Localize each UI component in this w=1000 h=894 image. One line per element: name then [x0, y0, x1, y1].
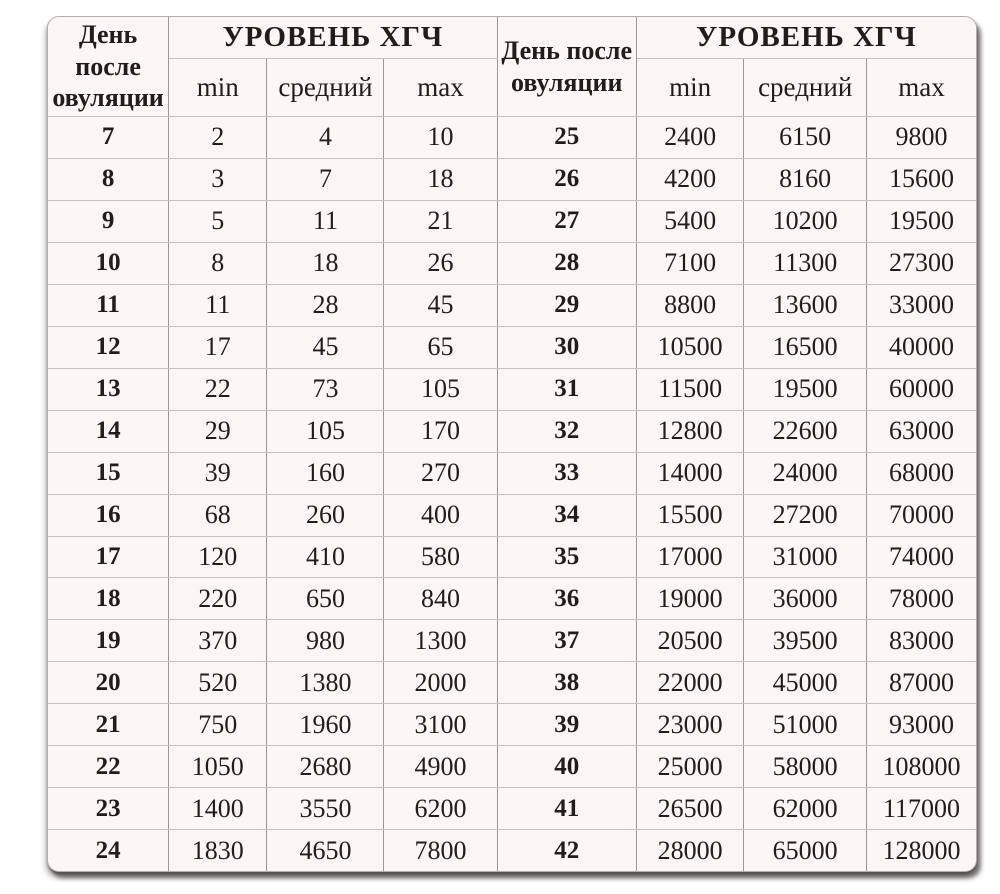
avg-value-cell: 28: [267, 284, 384, 326]
day-cell: 9: [48, 200, 169, 242]
day-cell: 11: [48, 284, 169, 326]
avg-value-cell: 4650: [267, 830, 384, 871]
min-value-cell: 10500: [636, 326, 744, 368]
max-value-cell: 68000: [866, 452, 976, 494]
max-value-cell: 580: [384, 536, 497, 578]
min-value-cell: 750: [169, 704, 267, 746]
min-value-cell: 370: [169, 620, 267, 662]
table-row: [48, 662, 976, 704]
day-cell: 17: [48, 536, 169, 578]
max-value-cell: 6200: [384, 788, 497, 830]
avg-column-header-left: средний: [267, 59, 384, 117]
table-row: [48, 830, 976, 871]
max-value-cell: 7800: [384, 830, 497, 871]
day-cell: 26: [497, 158, 636, 200]
min-value-cell: 22000: [636, 662, 744, 704]
min-value-cell: 68: [169, 494, 267, 536]
avg-value-cell: 24000: [744, 452, 866, 494]
avg-column-header-right: средний: [744, 59, 866, 117]
avg-value-cell: 13600: [744, 284, 866, 326]
table-row: [48, 242, 976, 284]
min-value-cell: 3: [169, 158, 267, 200]
max-value-cell: 40000: [866, 326, 976, 368]
day-cell: 38: [497, 662, 636, 704]
day-cell: 35: [497, 536, 636, 578]
max-value-cell: 93000: [866, 704, 976, 746]
max-value-cell: 70000: [866, 494, 976, 536]
avg-value-cell: 27200: [744, 494, 866, 536]
max-value-cell: 15600: [866, 158, 976, 200]
hcg-table-card: [47, 16, 977, 872]
avg-value-cell: 73: [267, 368, 384, 410]
min-value-cell: 29: [169, 410, 267, 452]
day-cell: 41: [497, 788, 636, 830]
table-row: [48, 578, 976, 620]
max-value-cell: 270: [384, 452, 497, 494]
min-value-cell: 19000: [636, 578, 744, 620]
hcg-table-body: [48, 117, 976, 872]
max-value-cell: 63000: [866, 410, 976, 452]
avg-value-cell: 260: [267, 494, 384, 536]
day-cell: 16: [48, 494, 169, 536]
min-value-cell: 4200: [636, 158, 744, 200]
day-cell: 21: [48, 704, 169, 746]
day-cell: 14: [48, 410, 169, 452]
min-value-cell: 12800: [636, 410, 744, 452]
max-value-cell: 74000: [866, 536, 976, 578]
avg-value-cell: 7: [267, 158, 384, 200]
day-cell: 42: [497, 830, 636, 871]
avg-value-cell: 11: [267, 200, 384, 242]
avg-value-cell: 45000: [744, 662, 866, 704]
max-value-cell: 3100: [384, 704, 497, 746]
day-cell: 7: [48, 117, 169, 159]
avg-value-cell: 1380: [267, 662, 384, 704]
max-value-cell: 105: [384, 368, 497, 410]
min-value-cell: 5400: [636, 200, 744, 242]
avg-value-cell: 45: [267, 326, 384, 368]
avg-value-cell: 160: [267, 452, 384, 494]
avg-value-cell: 22600: [744, 410, 866, 452]
max-value-cell: 1300: [384, 620, 497, 662]
table-row: [48, 117, 976, 159]
max-value-cell: 840: [384, 578, 497, 620]
table-row: [48, 620, 976, 662]
min-value-cell: 5: [169, 200, 267, 242]
min-column-header-right: min: [636, 59, 744, 117]
avg-value-cell: 11300: [744, 242, 866, 284]
max-value-cell: 21: [384, 200, 497, 242]
min-value-cell: 1830: [169, 830, 267, 871]
day-cell: 37: [497, 620, 636, 662]
avg-value-cell: 18: [267, 242, 384, 284]
day-cell: 8: [48, 158, 169, 200]
day-cell: 24: [48, 830, 169, 871]
avg-value-cell: 31000: [744, 536, 866, 578]
max-value-cell: 87000: [866, 662, 976, 704]
day-cell: 30: [497, 326, 636, 368]
avg-value-cell: 980: [267, 620, 384, 662]
table-row: [48, 284, 976, 326]
max-column-header-right: max: [866, 59, 976, 117]
avg-value-cell: 62000: [744, 788, 866, 830]
max-value-cell: 18: [384, 158, 497, 200]
avg-value-cell: 410: [267, 536, 384, 578]
day-cell: 33: [497, 452, 636, 494]
table-row: [48, 452, 976, 494]
day-cell: 34: [497, 494, 636, 536]
avg-value-cell: 6150: [744, 117, 866, 159]
header-row-top: [48, 17, 976, 59]
avg-value-cell: 51000: [744, 704, 866, 746]
table-row: [48, 494, 976, 536]
day-cell: 20: [48, 662, 169, 704]
day-cell: 36: [497, 578, 636, 620]
max-value-cell: 10: [384, 117, 497, 159]
max-value-cell: 60000: [866, 368, 976, 410]
max-value-cell: 170: [384, 410, 497, 452]
max-value-cell: 2000: [384, 662, 497, 704]
table-row: [48, 410, 976, 452]
max-value-cell: 128000: [866, 830, 976, 871]
min-value-cell: 23000: [636, 704, 744, 746]
min-value-cell: 14000: [636, 452, 744, 494]
day-cell: 12: [48, 326, 169, 368]
hcg-level-header-left: УРОВЕНЬ ХГЧ: [169, 17, 497, 59]
day-cell: 40: [497, 746, 636, 788]
day-cell: 15: [48, 452, 169, 494]
avg-value-cell: 105: [267, 410, 384, 452]
avg-value-cell: 36000: [744, 578, 866, 620]
day-after-ovulation-header-right: День после овуляции: [497, 17, 636, 117]
day-cell: 39: [497, 704, 636, 746]
table-row: [48, 158, 976, 200]
day-cell: 22: [48, 746, 169, 788]
avg-value-cell: 8160: [744, 158, 866, 200]
day-cell: 29: [497, 284, 636, 326]
avg-value-cell: 650: [267, 578, 384, 620]
min-value-cell: 2: [169, 117, 267, 159]
min-value-cell: 1050: [169, 746, 267, 788]
day-cell: 28: [497, 242, 636, 284]
avg-value-cell: 58000: [744, 746, 866, 788]
min-value-cell: 22: [169, 368, 267, 410]
avg-value-cell: 1960: [267, 704, 384, 746]
min-value-cell: 520: [169, 662, 267, 704]
min-value-cell: 8: [169, 242, 267, 284]
day-cell: 13: [48, 368, 169, 410]
max-value-cell: 78000: [866, 578, 976, 620]
min-value-cell: 28000: [636, 830, 744, 871]
avg-value-cell: 39500: [744, 620, 866, 662]
avg-value-cell: 2680: [267, 746, 384, 788]
min-value-cell: 11500: [636, 368, 744, 410]
table-row: [48, 536, 976, 578]
max-value-cell: 4900: [384, 746, 497, 788]
day-cell: 18: [48, 578, 169, 620]
max-value-cell: 65: [384, 326, 497, 368]
min-value-cell: 1400: [169, 788, 267, 830]
min-value-cell: 15500: [636, 494, 744, 536]
table-row: [48, 704, 976, 746]
table-row: [48, 368, 976, 410]
min-value-cell: 220: [169, 578, 267, 620]
avg-value-cell: 19500: [744, 368, 866, 410]
table-row: [48, 200, 976, 242]
hcg-level-table: [48, 17, 976, 871]
max-value-cell: 400: [384, 494, 497, 536]
day-cell: 10: [48, 242, 169, 284]
min-value-cell: 120: [169, 536, 267, 578]
avg-value-cell: 3550: [267, 788, 384, 830]
max-value-cell: 19500: [866, 200, 976, 242]
day-after-ovulation-header-left: День после овуляции: [48, 17, 169, 117]
max-value-cell: 83000: [866, 620, 976, 662]
min-value-cell: 11: [169, 284, 267, 326]
hcg-level-header-right: УРОВЕНЬ ХГЧ: [636, 17, 976, 59]
max-value-cell: 45: [384, 284, 497, 326]
day-cell: 25: [497, 117, 636, 159]
max-value-cell: 27300: [866, 242, 976, 284]
max-value-cell: 117000: [866, 788, 976, 830]
max-value-cell: 9800: [866, 117, 976, 159]
avg-value-cell: 10200: [744, 200, 866, 242]
max-column-header-left: max: [384, 59, 497, 117]
avg-value-cell: 16500: [744, 326, 866, 368]
max-value-cell: 108000: [866, 746, 976, 788]
min-column-header-left: min: [169, 59, 267, 117]
min-value-cell: 7100: [636, 242, 744, 284]
avg-value-cell: 65000: [744, 830, 866, 871]
min-value-cell: 25000: [636, 746, 744, 788]
table-row: [48, 788, 976, 830]
min-value-cell: 17000: [636, 536, 744, 578]
day-cell: 31: [497, 368, 636, 410]
avg-value-cell: 4: [267, 117, 384, 159]
day-cell: 19: [48, 620, 169, 662]
min-value-cell: 17: [169, 326, 267, 368]
day-cell: 23: [48, 788, 169, 830]
max-value-cell: 26: [384, 242, 497, 284]
min-value-cell: 20500: [636, 620, 744, 662]
min-value-cell: 8800: [636, 284, 744, 326]
min-value-cell: 39: [169, 452, 267, 494]
day-cell: 27: [497, 200, 636, 242]
min-value-cell: 26500: [636, 788, 744, 830]
day-cell: 32: [497, 410, 636, 452]
table-row: [48, 326, 976, 368]
min-value-cell: 2400: [636, 117, 744, 159]
table-row: [48, 746, 976, 788]
max-value-cell: 33000: [866, 284, 976, 326]
